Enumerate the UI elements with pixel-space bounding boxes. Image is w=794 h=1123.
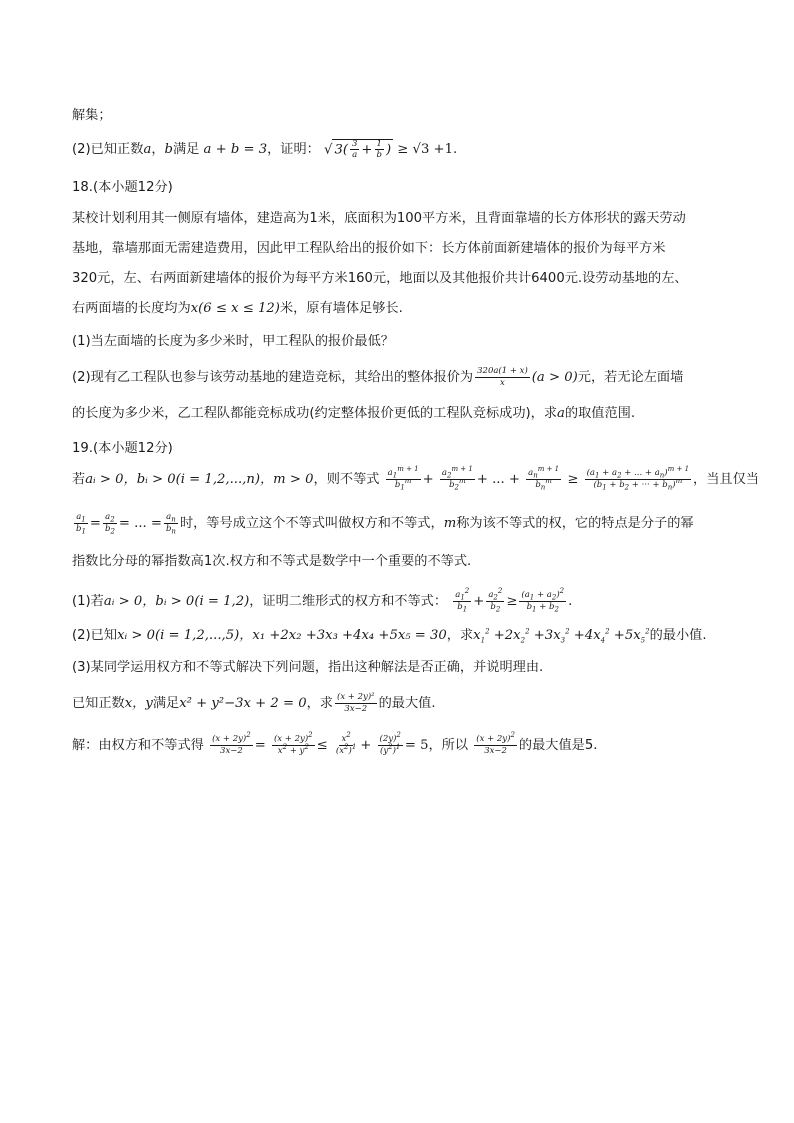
text: (2)已知正数 xyxy=(72,142,144,157)
math-result: = 5 xyxy=(404,738,429,753)
heading: 18.(本小题12分) xyxy=(72,180,173,195)
fraction-target xyxy=(335,693,377,713)
text: 米，原有墙体足够长. xyxy=(279,301,403,316)
problem-19-part-1: (1)若aᵢ > 0，bᵢ > 0(i = 1,2)，证明二维形式的权方和不等式： $\frac{a_1^2}{b_1}$ + $\frac{a_2^2}{b_2}$ ≥ $\frac{(a_1 + a_2)^2}{b_1 + b_2}$ . xyxy=(72,587,573,614)
text: ，证明二维形式的权方和不等式： xyxy=(249,594,448,609)
fraction-term-2: $\frac{a_2^{m + 1}}{b_2^m}$ xyxy=(441,465,473,492)
problem-18-part-2 xyxy=(72,366,683,387)
problem-18-part-2-cont xyxy=(72,402,635,421)
problem-19-statement: 若aᵢ > 0，bᵢ > 0(i = 1,2,...,n)，m > 0，则不等式 $\frac{a_1^{m + 1}}{b_1^m}$ + $\frac{a_2^{m + 1}}{b_2^m}$ + ... + $\frac{a_n^{m + 1}}{b_n^m}$ ≥ $\frac{(a_1 + a_2 + ... + a_n)^{m + 1}}{(b_1 + b_2 + \cdot\cdot\cdot + b_n)^m}$ ，当且仅当 xyxy=(72,465,759,492)
numerator: (x + 2y)² xyxy=(337,692,375,702)
problem-19-solution: 解：由权方和不等式得 $\frac{(x + 2y)^2}{3x-2}$ = $\frac{(x + 2y)^2}{x^2 + y^2}$ ≤ $\frac{x^2}{(x^2)^1}$ + $\frac{(2y)^2}{(y^2)^1}$ = 5，所以 $\frac{(x + 2y)^2}{3x-2}$ 的最大值是5. xyxy=(72,731,598,756)
text: (1)若 xyxy=(72,594,104,609)
fraction-rhs: $\frac{(a_1 + a_2 + ... + a_n)^{m + 1}}{(b_1 + b_2 + \cdot\cdot\cdot + b_n)^m}$ xyxy=(586,465,690,492)
text: (2)已知 xyxy=(72,628,118,643)
math-range: x(6 ≤ x ≤ 12) xyxy=(190,301,280,316)
problem-19-equality: $\frac{a_1}{b_1}$ = $\frac{a_2}{b_2}$ = ... = $\frac{a_n}{b_n}$ 时，等号成立这个不等式叫做权方和不等式，m称为该不等式的权，它的特点是分子的幂 xyxy=(76,512,694,536)
text: ， xyxy=(151,142,165,157)
text: ，求 xyxy=(446,628,474,643)
text: ，所以 xyxy=(428,738,469,753)
problem-18-line-2 xyxy=(72,237,665,256)
text: 某校计划利用其一侧原有墙体，建造高为1米，底面积为100平方米，且背面靠墙的长方体形状的露天劳动 xyxy=(72,211,686,226)
fraction-term-n: $\frac{a_n^{m + 1}}{b_n^m}$ xyxy=(528,465,560,492)
denominator: x xyxy=(500,377,505,388)
fraction-s4: $\frac{(2y)^2}{(y^2)^1}$ xyxy=(379,731,401,756)
math-target: $x_1^2 +2x_2^2 +3x_3^2 +4x_4^2 +5x_5^2$ xyxy=(473,627,650,645)
text: (1)当左面墙的长度为多少米时，甲工程队的报价最低？ xyxy=(72,334,394,349)
sqrt-expression: √ 3( $\frac{3}{a}$ + $\frac{1}{b}$ ) xyxy=(324,138,392,160)
math-m: m xyxy=(443,516,457,531)
text: 的取值范围. xyxy=(564,406,636,421)
text: 元，若无论左面墙 xyxy=(577,370,684,385)
math-rhs: √3 +1 xyxy=(412,142,453,157)
math-conditions: aᵢ > 0，bᵢ > 0(i = 1,2) xyxy=(103,594,250,609)
text: 若 xyxy=(72,472,86,487)
text: 的最大值是5. xyxy=(518,738,598,753)
fraction-s3: $\frac{x^2}{(x^2)^1}$ xyxy=(335,731,357,756)
fraction-sum: $\frac{(a_1 + a_2)^2}{b_1 + b_2}$ xyxy=(521,587,565,614)
heading: 19.(本小题12分) xyxy=(72,441,173,456)
problem-18-part-1 xyxy=(72,330,394,349)
problem-18-line-1 xyxy=(72,207,686,226)
fraction-bid xyxy=(475,367,530,387)
math-xy: x，y xyxy=(124,696,153,711)
text: ，当且仅当 xyxy=(693,472,759,487)
math-conditions: aᵢ > 0，bᵢ > 0(i = 1,2,...,n)，m > 0 xyxy=(85,472,314,487)
problem-18-line-4 xyxy=(72,297,403,316)
text: (3)某同学运用权方和不等式解决下列问题，指出这种解法是否正确，并说明理由. xyxy=(72,660,544,675)
math-a: a xyxy=(557,406,565,421)
math-condition: a + b = 3 xyxy=(203,142,268,157)
text: 的长度为多少米，乙工程队都能竞标成功(约定整体报价更低的工程队竞标成功)，求 xyxy=(72,406,558,421)
text-line-solution-set xyxy=(72,104,112,123)
text: 满足 xyxy=(152,696,180,711)
problem-18-line-3 xyxy=(72,267,688,286)
fraction-a2: $\frac{a_2^2}{b_2}$ xyxy=(488,587,503,614)
denominator: 3x−2 xyxy=(344,703,368,714)
text: 基地，靠墙那面无需建造费用，因此甲工程队给出的报价如下：长方体前面新建墙体的报价为每平方米 xyxy=(72,241,666,256)
text: ，证明： xyxy=(267,142,320,157)
fraction-term-1: $\frac{a_1^{m + 1}}{b_1^m}$ xyxy=(387,465,419,492)
problem-18-header xyxy=(72,176,173,195)
problem-19-line-3 xyxy=(72,550,471,569)
text: 的最大值. xyxy=(378,696,436,711)
text: 时，等号成立这个不等式叫做权方和不等式， xyxy=(179,516,444,531)
math-b: b xyxy=(164,142,173,157)
text: 右两面墙的长度均为 xyxy=(72,301,191,316)
fraction-eq-2: $\frac{a_2}{b_2}$ xyxy=(104,512,115,536)
numerator: 320a(1 + x) xyxy=(477,366,528,376)
text: ，求 xyxy=(306,696,333,711)
line-text: 解集； xyxy=(72,108,112,123)
text: 的最小值. xyxy=(649,628,707,643)
geq-sign: ≥ xyxy=(567,472,579,487)
math-condition: xᵢ > 0(i = 1,2,...,5)，x₁ +2x₂ +3x₃ +4x₄ +5x₅ = 30 xyxy=(117,628,447,643)
math-a: a xyxy=(143,142,152,157)
text: (2)现有乙工程队也参与该劳动基地的建造竞标，其给出的整体报价为 xyxy=(72,370,474,385)
math-equation: x² + y²−3x + 2 = 0 xyxy=(179,696,307,711)
text: . xyxy=(452,142,458,157)
problem-19-question xyxy=(72,692,436,713)
problem-19-header xyxy=(72,437,173,456)
text: 已知正数 xyxy=(72,696,125,711)
math-cond: (a > 0) xyxy=(531,370,578,385)
text: 解：由权方和不等式得 xyxy=(72,738,204,753)
text: 满足 xyxy=(172,142,200,157)
fraction-eq-1: $\frac{a_1}{b_1}$ xyxy=(76,512,86,536)
fraction-s1: $\frac{(x + 2y)^2}{3x-2}$ xyxy=(212,731,251,756)
text: 320元，左、右两面新建墙体的报价为每平方米160元，地面以及其他报价共计6400元.设劳动基地的左、 xyxy=(72,271,688,286)
fraction-a1: $\frac{a_1^2}{b_1}$ xyxy=(455,587,470,614)
problem-19-part-3 xyxy=(72,656,543,675)
text: 指数比分母的幂指数高1次.权方和不等式是数学中一个重要的不等式. xyxy=(72,554,472,569)
text: 称为该不等式的权，它的特点是分子的幂 xyxy=(456,516,694,531)
fraction-eq-n: $\frac{a_n}{b_n}$ xyxy=(165,512,176,536)
fraction-s5: $\frac{(x + 2y)^2}{3x-2}$ xyxy=(476,731,515,756)
text: ，则不等式 xyxy=(313,472,380,487)
fraction-s2: $\frac{(x + 2y)^2}{x^2 + y^2}$ xyxy=(273,731,313,756)
problem-19-part-2 xyxy=(72,624,707,643)
problem-17-part-2: (2)已知正数a，b满足 a + b = 3，证明： √ 3( $\frac{3}{a}$ + $\frac{1}{b}$ ) ≥ √3 +1. xyxy=(72,138,458,160)
